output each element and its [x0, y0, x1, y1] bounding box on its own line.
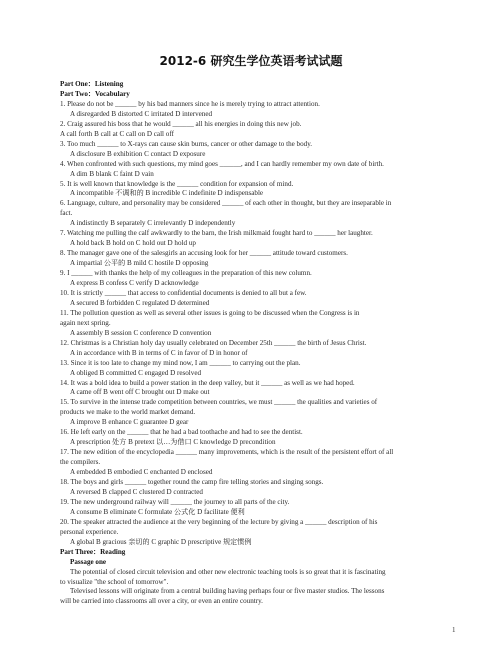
text-line: 16. He left early on the ______ that he had a bad toothache and had to see the dentist. [60, 428, 303, 437]
text-line: 20. The speaker attracted the audience at the very beginning of the lecture by giving a ______ description of his [60, 517, 378, 526]
text-line: A improve B enhance C guarantee D gear [70, 418, 189, 427]
document-title: 2012-6 研究生学位英语考试试题 [159, 54, 343, 68]
text-line: A express B confess C verify D acknowledge [70, 279, 199, 287]
text-line: 19. The new underground railway will ______ the journey to all parts of the city. [60, 497, 290, 506]
text-line: 8. The manager gave one of the salesgirls an accusing look for her ______ attitude toward customers. [60, 249, 348, 258]
page-number: 1 [452, 626, 456, 634]
text-line: A prescription 处方 B pretext 以…为借口 C knowledge D precondition [70, 438, 276, 447]
section-heading: Part Three：Reading [60, 547, 126, 556]
section-heading: Passage one [70, 557, 107, 566]
text-line: 1. Please do not be ______ by his bad manners since he is merely trying to attract attention. [60, 99, 320, 108]
text-line: 12. Christmas is a Christian holy day usually celebrated on December 25th ______ the birth of Jesus Christ. [60, 338, 367, 347]
text-line: 10. It is strictly ______ that access to confidential documents is denied to all but a few. [60, 288, 307, 297]
text-line: A disregarded B distorted C irritated D intervened [70, 109, 213, 118]
text-line: A reversed B clapped C clustered D contracted [70, 487, 203, 496]
text-line: A obliged B committed C engaged D resolved [70, 368, 202, 377]
text-line: to visualize "the school of tomorrow". [60, 577, 169, 586]
text-line: again next spring. [60, 318, 111, 327]
text-line: 9. I ______ with thanks the help of my colleagues in the preparation of this new column. [60, 269, 312, 278]
text-line: A impartial 公平的 B mild C hostile D opposing [70, 259, 209, 268]
text-line: the compilers. [60, 458, 101, 467]
text-line: A call forth B call at C call on D call off [60, 129, 174, 138]
text-line: A in accordance with B in terms of C in favor of D in honor of [70, 348, 248, 357]
text-line: fact. [60, 209, 73, 218]
text-line: Televised lessons will originate from a central building having perhaps four or five master studios. The lessons [70, 587, 385, 596]
text-line: A embedded B embodied C enchanted D enclosed [70, 468, 213, 477]
text-line: 4. When confronted with such questions, my mind goes ______, and I can hardly remember my own date of birth. [60, 159, 384, 168]
text-line: A came off B went off C brought out D make out [70, 388, 210, 397]
text-line: will be carried into classrooms all over a city, or even an entire country. [60, 597, 263, 606]
text-line: A indistinctly B separately C irrelevantly D independently [70, 219, 236, 228]
text-line: 7. Watching me pulling the calf awkwardly to the barn, the Irish milkmaid fought hard to ______ her laughter. [60, 229, 373, 238]
text-line: 3. Too much ______ to X-rays can cause skin burns, cancer or other damage to the body. [60, 139, 313, 148]
text-line: A consume B eliminate C formulate 公式化 D facilitate 便利 [70, 507, 245, 516]
section-heading: Part One：Listening [60, 80, 124, 88]
text-line: A incompatible 不调和的 B incredible C indefinite D indispensable [70, 189, 264, 198]
text-line: 13. Since it is too late to change my mind now, I am ______ to carrying out the plan. [60, 358, 301, 367]
text-line: 11. The pollution question as well as several other issues is going to be discussed when the Congress is in [60, 308, 360, 317]
text-line: 17. The new edition of the encyclopedia ______ many improvements, which is the result of the persistent effort of all [60, 448, 394, 457]
text-line: 5. It is well known that knowledge is the ______ condition for expansion of mind. [60, 179, 294, 188]
text-line: 18. The boys and girls ______ together round the camp fire telling stories and singing songs. [60, 478, 324, 486]
text-line: products we make to the world market demand. [60, 408, 196, 417]
text-line: 14. It was a bold idea to build a power station in the deep valley, but it ______ as well as we had hoped. [60, 378, 355, 387]
text-line: A secured B forbidden C regulated D determined [70, 298, 210, 307]
text-line: A global B gracious 亲切的 C graphic D prescriptive 规定惯例 [70, 537, 252, 546]
text-line: A disclosure B exhibition C contact D exposure [70, 149, 206, 158]
text-line: personal experience. [60, 527, 119, 536]
text-line: The potential of closed circuit television and other new electronic teaching tools is so great that it is fascinating [70, 567, 386, 576]
text-line: 6. Language, culture, and personality may be considered ______ of each other in thought, but they are inseparable in [60, 199, 392, 208]
text-line: A dim B blank C faint D vain [70, 169, 154, 178]
text-line: 15. To survive in the intense trade competition between countries, we must ______ the qualities and varieties of [60, 398, 378, 407]
text-line: A assembly B session C conference D convention [70, 328, 212, 337]
text-line: 2. Craig assured his boss that he would ______ all his energies in doing this new job. [60, 119, 302, 128]
text-line: A hold back B hold on C hold out D hold up [70, 239, 196, 248]
section-heading: Part Two：Vocabulary [60, 89, 130, 98]
